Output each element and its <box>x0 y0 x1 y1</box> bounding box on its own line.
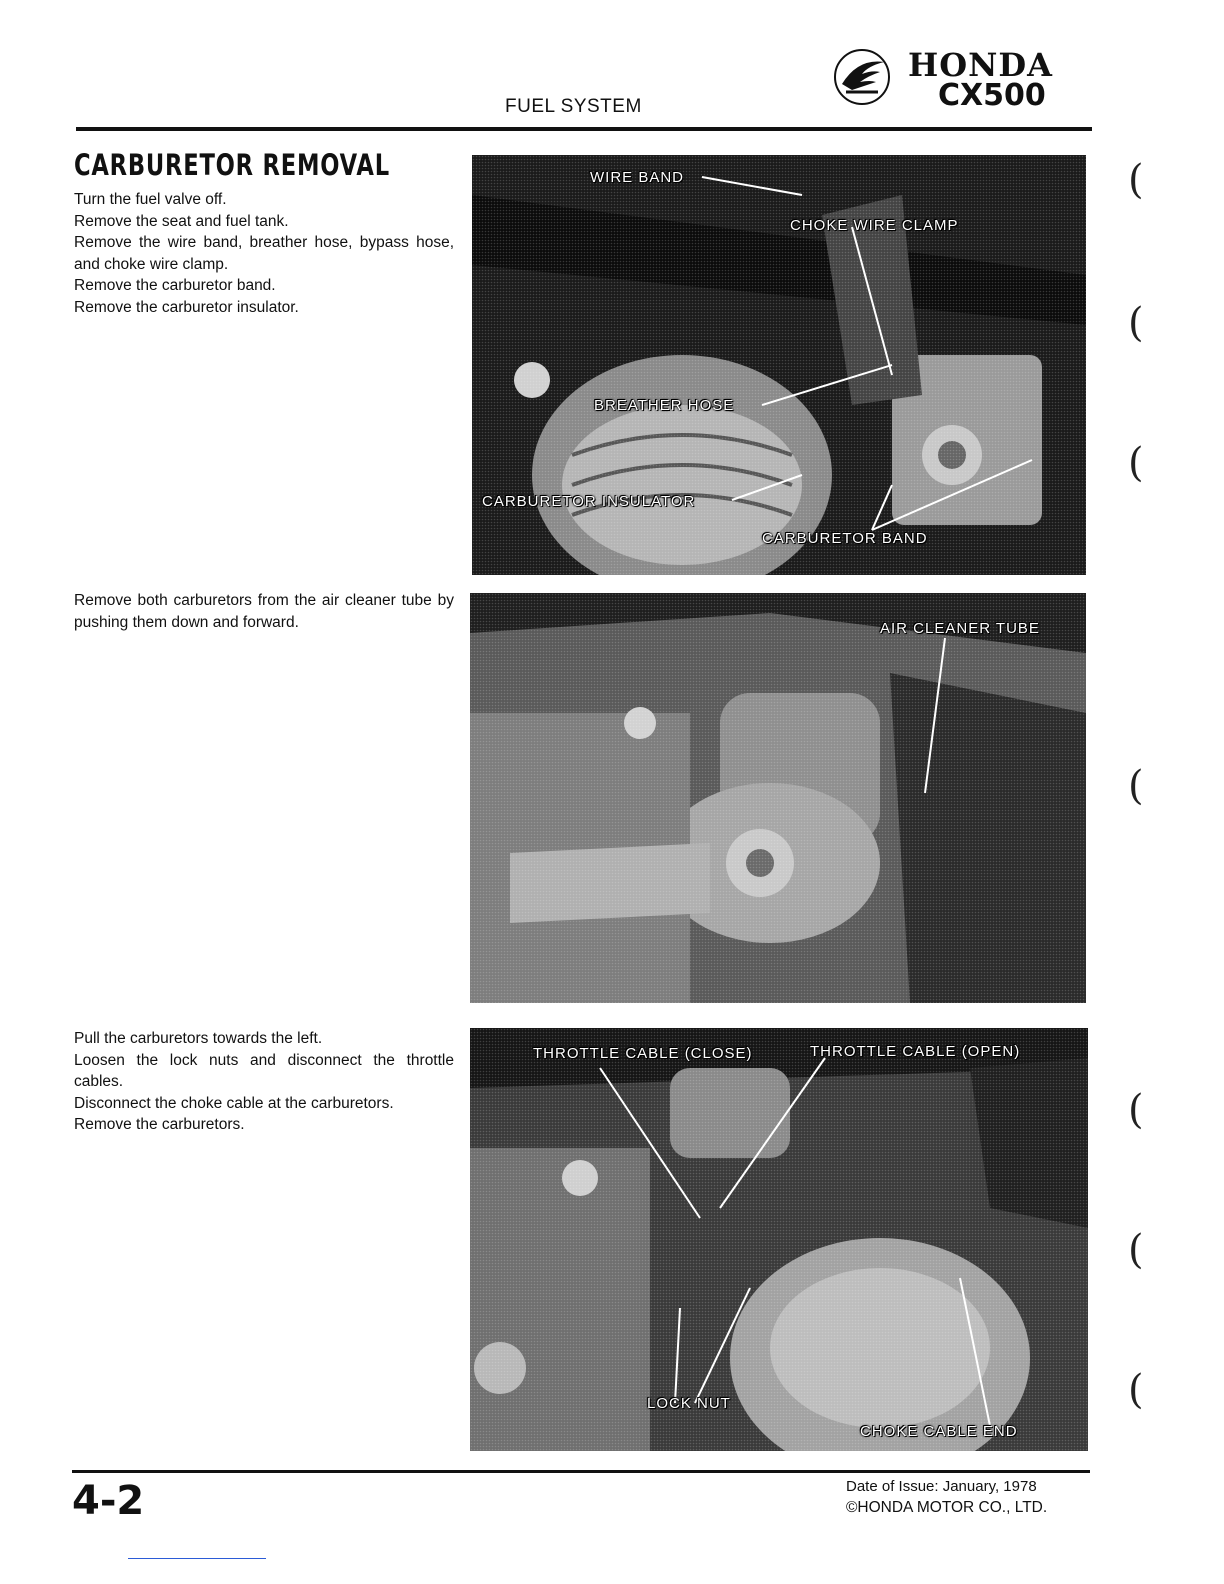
binder-mark: ( <box>1128 1087 1144 1133</box>
binder-mark: ( <box>1128 1227 1144 1273</box>
instruction-line: Remove both carburetors from the air cleaner tube by pushing them down and forward. <box>74 592 454 631</box>
brand-name: HONDA <box>908 46 1053 84</box>
binder-mark: ( <box>1128 157 1144 203</box>
instruction-line: Pull the carburetors towards the left. <box>74 1030 323 1047</box>
instruction-line: Remove the carburetor insulator. <box>74 298 299 316</box>
label-throttle-cable-close: THROTTLE CABLE (CLOSE) <box>533 1045 753 1062</box>
binder-mark: ( <box>1128 1367 1144 1413</box>
binder-mark: ( <box>1128 440 1144 486</box>
label-wire-band: WIRE BAND <box>590 169 685 186</box>
instruction-line: Remove the carburetors. <box>74 1116 245 1133</box>
instructions-block-1 <box>74 189 454 318</box>
label-carburetor-insulator: CARBURETOR INSULATOR <box>482 493 696 510</box>
binder-mark: ( <box>1128 763 1144 809</box>
photo-throttle-cables <box>470 1028 1088 1451</box>
label-breather-hose: BREATHER HOSE <box>594 397 735 414</box>
label-choke-wire-clamp: CHOKE WIRE CLAMP <box>790 217 959 234</box>
instruction-line: Remove the carburetor band. <box>74 277 276 294</box>
link-underline <box>128 1558 266 1559</box>
section-title: FUEL SYSTEM <box>505 96 642 117</box>
photo-carburetor-area <box>472 155 1086 575</box>
label-air-cleaner-tube: AIR CLEANER TUBE <box>880 620 1040 637</box>
copyright: ©HONDA MOTOR CO., LTD. <box>846 1499 1048 1516</box>
wing-logo-icon <box>828 48 896 106</box>
instruction-line: Remove the wire band, breather hose, bypass hose, and choke wire clamp. <box>74 234 454 273</box>
page-number: 4-2 <box>72 1478 145 1524</box>
instructions-block-2 <box>74 590 454 633</box>
header-rule <box>76 127 1092 131</box>
issue-date: Date of Issue: January, 1978 <box>846 1478 1037 1495</box>
page-title: CARBURETOR REMOVAL <box>74 148 390 182</box>
instruction-line: Turn the fuel valve off. <box>74 191 227 208</box>
instruction-line: Remove the seat and fuel tank. <box>74 212 289 230</box>
instruction-line: Loosen the lock nuts and disconnect the throttle cables. <box>74 1051 454 1090</box>
label-carburetor-band: CARBURETOR BAND <box>762 530 928 547</box>
instructions-block-3 <box>74 1028 454 1136</box>
instruction-line: Disconnect the choke cable at the carburetors. <box>74 1094 394 1112</box>
binder-mark: ( <box>1128 300 1144 346</box>
label-lock-nut: LOCK NUT <box>647 1395 731 1412</box>
label-throttle-cable-open: THROTTLE CABLE (OPEN) <box>810 1043 1021 1060</box>
model-name: CX500 <box>938 78 1046 113</box>
footer-rule <box>72 1470 1090 1473</box>
photo-air-cleaner-tube <box>470 593 1086 1003</box>
label-choke-cable-end: CHOKE CABLE END <box>860 1423 1018 1440</box>
